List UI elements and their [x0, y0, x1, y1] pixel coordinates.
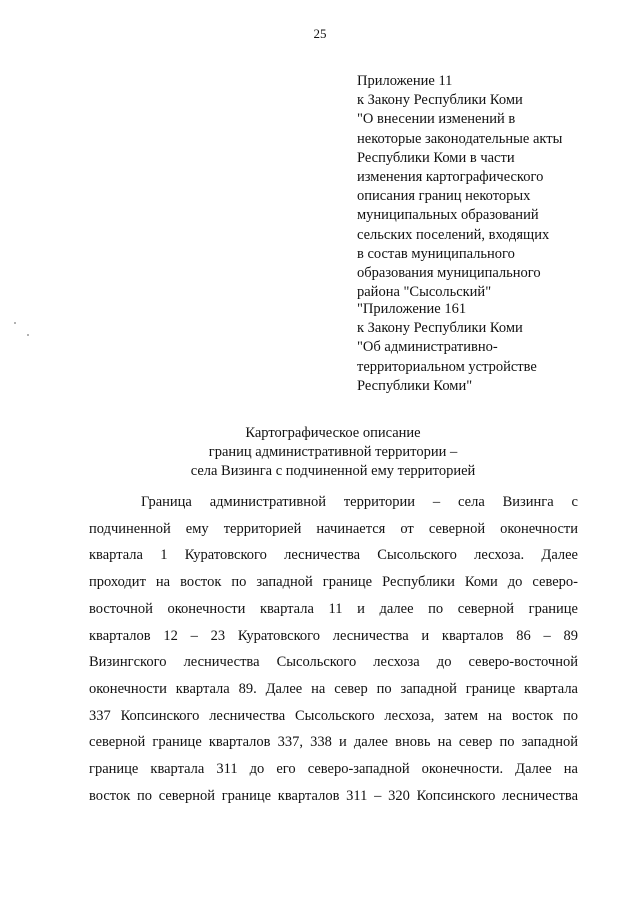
appendix-11-line: муниципальных образований — [357, 207, 539, 224]
body-line: северной границе кварталов 337, 338 и далее вновь на север по западной — [89, 734, 578, 751]
page-number: 25 — [313, 26, 327, 41]
appendix-11-line: описания границ некоторых — [357, 188, 531, 205]
title-line: села Визинга с подчиненной ему территорией — [190, 463, 476, 479]
title-line: границ административной территории – — [208, 444, 458, 460]
appendix-11-line: района "Сысольский" — [357, 284, 492, 301]
appendix-11-line: Республики Коми в части — [357, 149, 515, 166]
scan-speck — [27, 334, 29, 336]
body-line: кварталов 12 – 23 Куратовского лесничества и кварталов 86 – 89 — [89, 627, 578, 644]
appendix-161-line: территориальном устройстве — [357, 358, 537, 375]
appendix-11-line: к Закону Республики Коми — [357, 92, 523, 109]
appendix-11-line: некоторые законодательные акты — [357, 130, 563, 147]
body-line: оконечности квартала 89. Далее на север по западной границе квартала — [89, 680, 578, 697]
appendix-161-line: Республики Коми" — [357, 377, 473, 394]
appendix-11-line: Приложение 11 — [357, 73, 453, 89]
body-line: восточной оконечности квартала 11 и далее по северной границе — [89, 600, 578, 617]
title-line: Картографическое описание — [245, 425, 421, 441]
body-line: Визингского лесничества Сысольского лесхоза до северо-восточной — [89, 654, 578, 671]
scan-speck — [14, 322, 16, 324]
document-title — [60, 424, 606, 481]
body-paragraph — [89, 489, 578, 809]
body-line: границе квартала 311 до его северо-западной оконечности. Далее на — [89, 761, 578, 778]
body-line: проходит на восток по западной границе Республики Коми до северо- — [89, 574, 578, 591]
appendix-11-header — [357, 72, 627, 302]
appendix-11-line: сельских поселений, входящих — [357, 226, 550, 243]
appendix-11-line: "О внесении изменений в — [357, 111, 516, 128]
appendix-161-line: "Об административно- — [357, 339, 498, 356]
body-line: квартала 1 Куратовского лесничества Сысольского лесхоза. Далее — [89, 547, 578, 564]
appendix-11-line: образования муниципального — [357, 265, 541, 282]
appendix-161-line: к Закону Республики Коми — [357, 320, 523, 337]
appendix-11-line: изменения картографического — [357, 169, 544, 186]
appendix-161-header — [357, 300, 627, 396]
body-line: подчиненной ему территорией начинается от северной оконечности — [89, 520, 578, 537]
appendix-161-line: "Приложение 161 — [357, 301, 467, 317]
body-line: Граница административной территории – села Визинга с — [141, 494, 578, 510]
body-line: 337 Копсинского лесничества Сысольского лесхоза, затем на восток по — [89, 707, 578, 724]
body-line: восток по северной границе кварталов 311 – 320 Копсинского лесничества — [89, 787, 578, 804]
appendix-11-line: в состав муниципального — [357, 245, 515, 262]
